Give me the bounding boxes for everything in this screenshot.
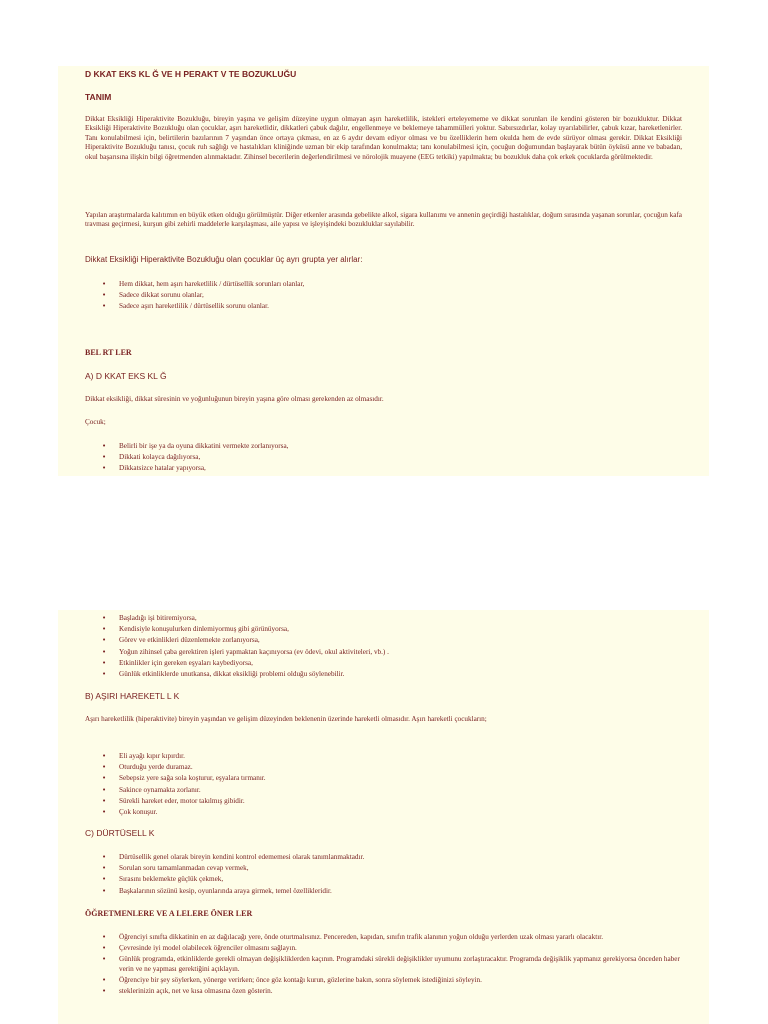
list-item: • Görev ve etkinlikleri düzenlemekte zorlanıyorsa, xyxy=(119,635,682,646)
list-item: • Sırasını beklemekte güçlük çekmek, xyxy=(119,874,682,885)
list-item: • Sorulan soru tamamlanmadan cevap vermek, xyxy=(119,863,682,874)
document-page-2 xyxy=(58,610,709,1024)
list-item: • Dürtüsellik genel olarak bireyin kendini kontrol edememesi olarak tanımlanmaktadır. xyxy=(119,852,682,863)
list-item: • Etkinlikler için gereken eşyaları kaybediyorsa, xyxy=(119,658,682,669)
definition-paragraph: Dikkat Eksikliği Hiperaktivite Bozukluğu, bireyin yaşına ve gelişim düzeyine uygun olmayan aşırı hareketlilik, istekleri erteleyememe ve dikkat sorunları ile kendini gösteren bir bozukluktur. Dikkat Eksikliği Hiperaktivite Bozukluğu olan çocuklar, aşırı hareketlidir, dikkatleri çabuk dağılır, engellenmeye ve beklemeye tahammülleri yoktur. Sabırsızdırlar, kolay uyarılabilirler, çabuk kızar, hareketlenirler. Tanı konulabilmesi için, belirtilerin bazılarının 7 yaşından önce ortaya çıkması, en az 6 aydır devam ediyor olması ve bu özelliklerin hem okulda hem de evde sürüyor olması gerekir. Dikkat Eksikliği Hiperaktivite Bozukluğu tanısı, çocuk ruh sağlığı ve hastalıkları kliniğinde uzman bir ekip tarafından konulmakta; tanı konulabilmesi için, çocuğun doğumundan başlayarak bütün öyküsü anne ve babadan, okul başarısına ilişkin bilgi öğretmenden alınmaktadır. Zihinsel becerilerin değerlendirilmesi ve nörolojik muayene (EEG tetkiki) yapılmakta; bu bozukluk daha çok erkek çocuklarda görülmektedir. xyxy=(85,115,682,161)
list-item: • Sebepsiz yere sağa sola koşturur, eşyalara tırmanır. xyxy=(119,773,682,784)
impulsivity-list xyxy=(85,852,682,897)
list-item: • Günlük programda, etkinliklerde gerekli olmayan değişikliklerden kaçının. Programdaki sürekli değişiklikler uyumunu zorlaştıracaktır. Programda değişiklik yapmanız gerekiyorsa önceden haber verin ve ne yapması gerektiğini açıklayın. xyxy=(119,955,682,974)
list-item: • Sürekli hareket eder, motor takılmış gibidir. xyxy=(119,796,682,807)
list-item: • Başkalarının sözünü kesip, oyunlarında araya girmek, temel özellikleridir. xyxy=(119,886,682,897)
list-item: • Günlük etkinliklerde unutkansa, dikkat eksikliği problemi olduğu söylenebilir. xyxy=(119,669,682,680)
list-item: • Çok konuşur. xyxy=(119,807,682,818)
groups-intro: Dikkat Eksikliği Hiperaktivite Bozukluğu olan çocuklar üç ayrı grupta yer alırlar: xyxy=(85,255,363,264)
list-item: • Eli ayağı kıpır kıpırdır. xyxy=(119,751,682,762)
attention-list xyxy=(85,441,682,475)
attention-list-continued xyxy=(85,613,682,680)
hyperactivity-list xyxy=(85,751,682,818)
symptoms-heading: BEL RT LER xyxy=(85,348,132,357)
list-item: • Hem dikkat, hem aşırı hareketlilik / dürtüsellik sorunları olanlar, xyxy=(119,279,682,290)
list-item: • Belirli bir işe ya da oyuna dikkatini vermekte zorlanıyorsa, xyxy=(119,441,682,452)
causes-paragraph: Yapılan araştırmalarda kalıtımın en büyük etken olduğu görülmüştür. Diğer etkenler arasında gebelikte alkol, sigara kullanımı ve annenin geçirdiği hastalıklar, doğum sırasında yaşanan sorunlar, çocuğun kafa travması geçirmesi, kurşun gibi zehirli maddelerle karşılaşması, aile yapısı ve işleyişindeki bozukluklar sayılabilir. xyxy=(85,211,682,229)
subheading-attention: A) D KKAT EKS KL Ğ xyxy=(85,371,167,381)
list-item: • Yoğun zihinsel çaba gerektiren işleri yapmaktan kaçınıyorsa (ev ödevi, okul aktiviteleri, vb.) . xyxy=(119,647,682,658)
list-item: • Sakince oynamakta zorlanır. xyxy=(119,785,682,796)
list-item: • Dikkatsizce hatalar yapıyorsa, xyxy=(119,463,682,474)
list-item: • Oturduğu yerde duramaz. xyxy=(119,762,682,773)
list-item: • steklerinizin açık, net ve kısa olmasına özen gösterin. xyxy=(119,987,682,997)
hyperactivity-definition: Aşırı hareketlilik (hiperaktivite) bireyin yaşından ve gelişim düzeyinden beklenenin üzerinde hareketli olmasıdır. Aşırı hareketli çocukların; xyxy=(85,715,487,723)
document-page-1 xyxy=(58,66,709,476)
child-label: Çocuk; xyxy=(85,418,106,426)
recommendations-list xyxy=(85,933,682,999)
subheading-hyperactivity: B) AŞIRI HAREKETL L K xyxy=(85,691,180,701)
list-item: • Başladığı işi bitiremiyorsa, xyxy=(119,613,682,624)
list-item: • Sadece aşırı hareketlilik / dürtüsellik sorunu olanlar. xyxy=(119,301,682,312)
attention-definition: Dikkat eksikliği, dikkat süresinin ve yoğunluğunun bireyin yaşına göre olması gerekenden az olmasıdır. xyxy=(85,395,384,403)
list-item: • Öğrenciyi sınıfta dikkatinin en az dağılacağı yere, önde oturtmalısınız. Pencereden, kapıdan, sınıfın trafik alanının yoğun olduğu yerlerden uzak olması yararlı olacaktır. xyxy=(119,933,682,943)
groups-list xyxy=(85,279,682,313)
list-item: • Sadece dikkat sorunu olanlar, xyxy=(119,290,682,301)
list-item: • Çevresinde iyi model olabilecek öğrenciler olmasını sağlayın. xyxy=(119,944,682,954)
list-item: • Dikkati kolayca dağılıyorsa, xyxy=(119,452,682,463)
recommendations-heading: ÖĞRETMENLERE VE A LELERE ÖNER LER xyxy=(85,909,253,918)
definition-heading: TANIM xyxy=(85,92,112,102)
list-item: • Kendisiyle konuşulurken dinlemiyormuş gibi görünüyorsa, xyxy=(119,624,682,635)
subheading-impulsivity: C) DÜRTÜSELL K xyxy=(85,828,155,838)
document-title: D KKAT EKS KL Ğ VE H PERAKT V TE BOZUKLUĞU xyxy=(85,69,297,79)
list-item: • Öğrenciye bir şey söylerken, yönerge verirken; önce göz kontağı kurun, gözlerine bakın, sonra söylemek istediğinizi söyleyin. xyxy=(119,976,682,986)
